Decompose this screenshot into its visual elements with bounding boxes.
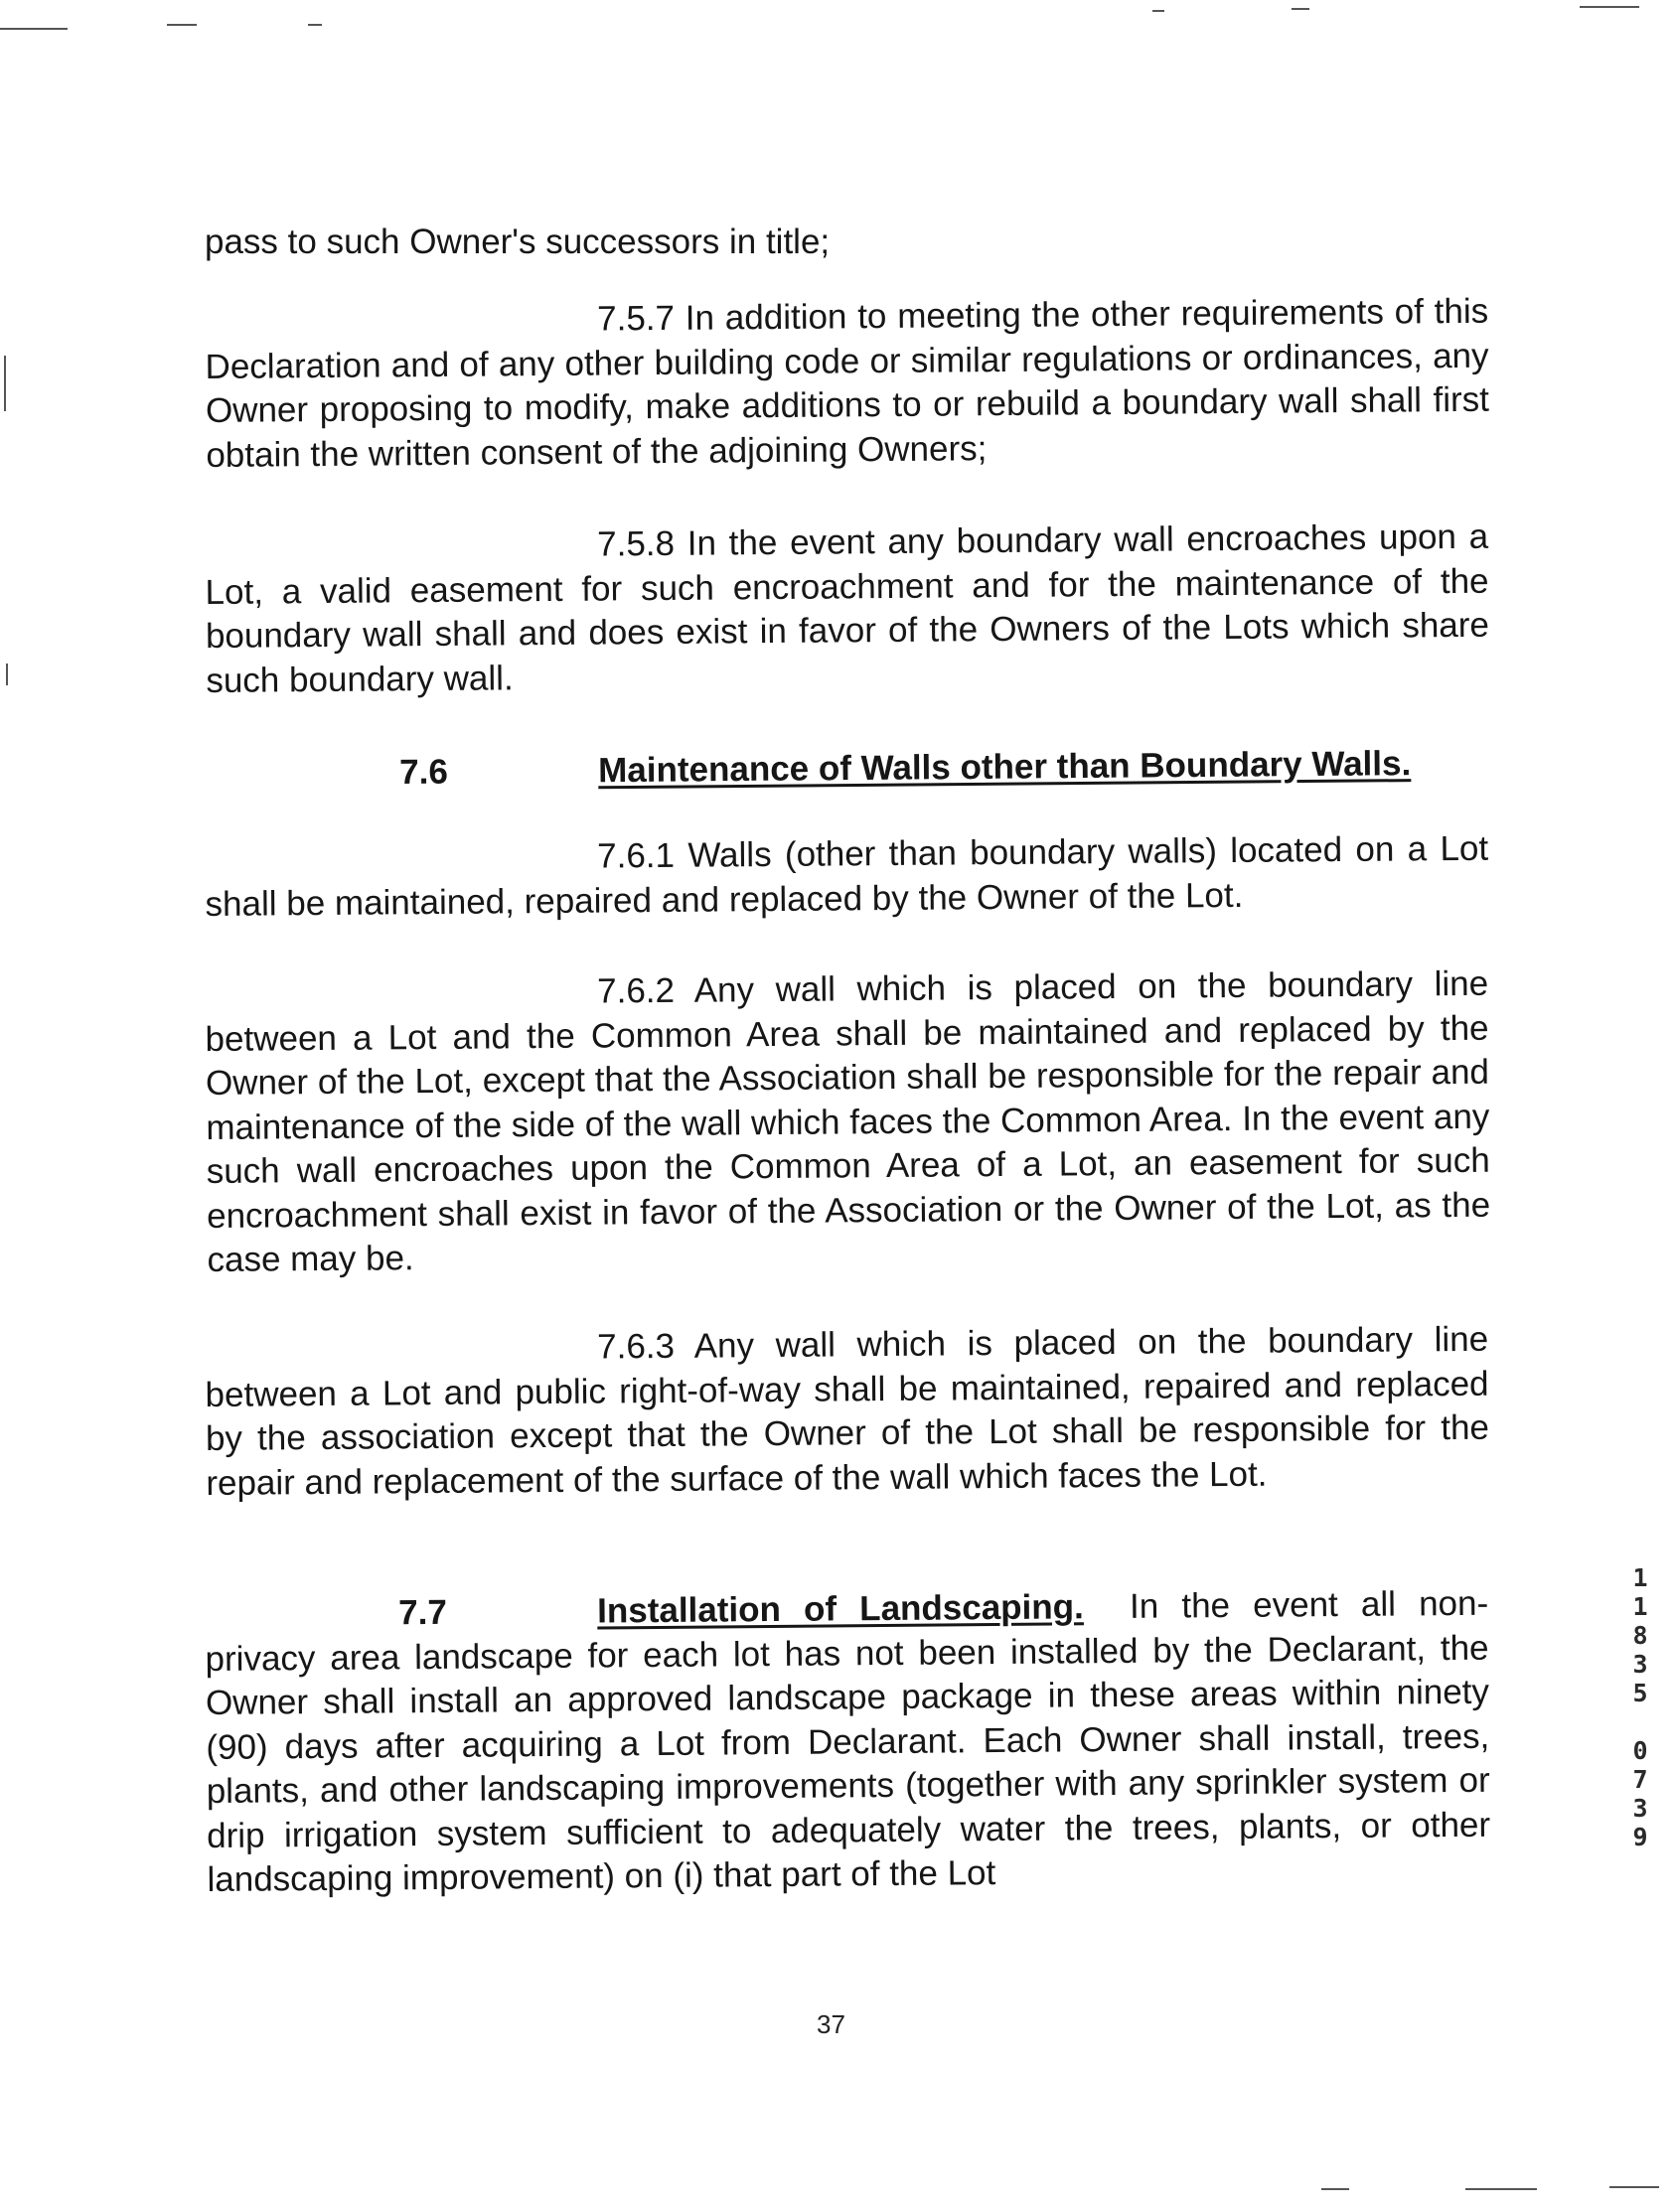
section-heading-7-6: [399, 742, 1411, 795]
scan-mark: [0, 28, 68, 30]
paragraph-7-6-1: 7.6.1 Walls (other than boundary walls) located on a Lot shall be maintained, repaired and replaced by the Owner of the Lot.: [205, 828, 1489, 924]
paragraph-7-6-3: 7.6.3 Any wall which is placed on the boundary line between a Lot and public right-of-way shall be maintained, repaired and replaced by the association except that the Owner of the Lot shall be responsible for the repair and replacement of the surface of the wall which faces the Lot.: [205, 1319, 1490, 1503]
scan-mark: [1152, 10, 1164, 12]
scan-mark: [1321, 2188, 1349, 2190]
paragraph-7-7: 7.7 Installation of Landscaping. In the event all non-privacy area landscape for each lot has not been installed by the Declarant, the Owner shall install an approved landscape package in these areas within ninety (90) days after acquiring a Lot from Declarant. Each Owner shall install, trees, plants, and other landscaping improvements (together with any sprinkler system or drip irrigation system sufficient to adequately water the trees, plants, or other landscaping improvement) on (i) that part of the Lot: [205, 1583, 1491, 1899]
paragraph-7-5-7: 7.5.7 In addition to meeting the other requirements of this Declaration and of any other building code or similar regulations or ordinances, any Owner proposing to modify, make additions to or rebuild a boundary wall shall first obtain the written consent of the adjoining Owners;: [205, 291, 1490, 475]
page-number: 37: [817, 2009, 845, 2039]
scan-mark: [1465, 2188, 1537, 2190]
section-number: 7.6: [399, 752, 449, 792]
margin-stamp: 1 1 8 3 5 0 7 3 9: [1632, 1563, 1648, 1851]
paragraph-continuation: pass to such Owner's successors in title;: [205, 222, 831, 261]
paragraph-7-5-8: 7.5.8 In the event any boundary wall encroaches upon a Lot, a valid easement for such encroachment and for the maintenance of the boundary wall shall and does exist in favor of the Owners of the Lots which share such boundary wall.: [205, 516, 1490, 700]
section-number: 7.7: [398, 1592, 448, 1633]
scan-mark: [4, 356, 6, 411]
scan-mark: [1609, 2186, 1659, 2188]
paragraph-7-6-2: 7.6.2 Any wall which is placed on the boundary line between a Lot and the Common Area shall be maintained and replaced by the Owner of the Lot, except that the Association shall be responsible for the repair and maintenance of the side of the wall which faces the Common Area. In the event any such wall encroaches upon the Common Area of a Lot, an easement for such encroachment shall exist in favor of the Association or the Owner of the Lot, as the case may be.: [205, 963, 1491, 1279]
scan-mark: [1580, 6, 1639, 8]
section-title: Maintenance of Walls other than Boundary Walls.: [598, 744, 1412, 791]
scan-mark: [167, 24, 197, 26]
scan-mark: [1292, 8, 1309, 10]
section-title: Installation of Landscaping.: [597, 1587, 1084, 1631]
scan-mark: [6, 664, 8, 685]
scan-mark: [308, 24, 322, 26]
